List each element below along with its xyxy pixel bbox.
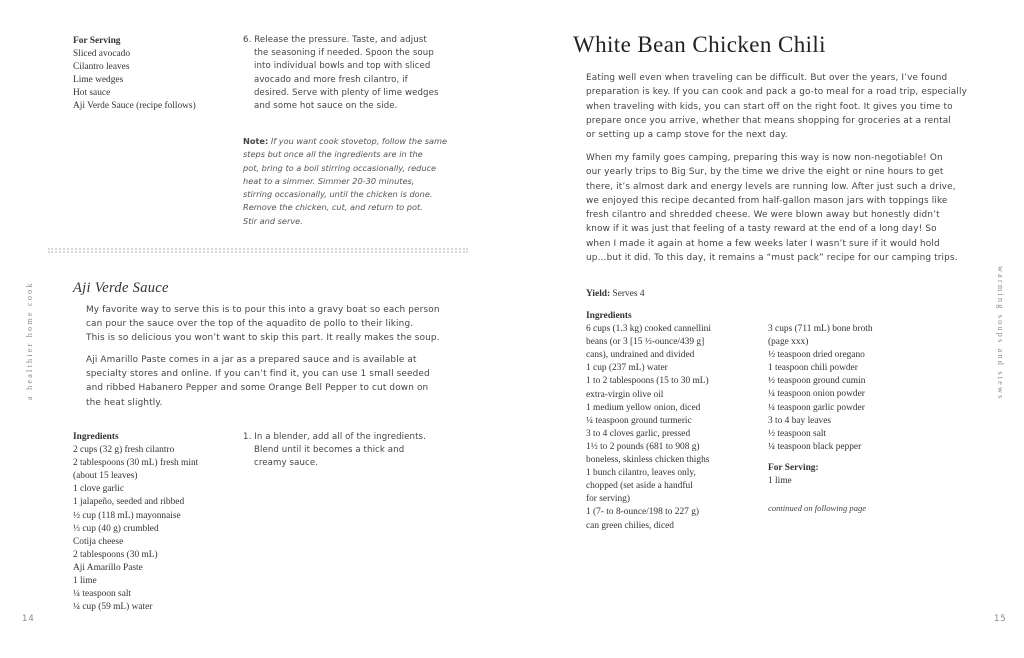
ingredient-item: for serving) xyxy=(586,494,630,505)
aji-step-1 xyxy=(243,431,443,471)
paragraph-line: prepare once you arrive, whether that means shopping for groceries at a rental xyxy=(586,115,951,126)
ingredient-item: extra-virgin olive oil xyxy=(586,389,664,400)
note-line: heat to a simmer. Simmer 20-30 minutes, xyxy=(243,175,415,186)
serving-item: 1 lime xyxy=(768,476,792,487)
right-running-head: warming soups and stews xyxy=(996,266,1005,401)
paragraph-line: up…but it did. To this day, it remains a “must pack” recipe for our camping trips. xyxy=(586,253,958,264)
ingredient-item: 3 to 4 cloves garlic, pressed xyxy=(586,428,691,439)
step-line: avocado and more fresh cilantro, if xyxy=(254,74,408,85)
paragraph-line: fresh cilantro and shredded cheese. We were blown away but honestly didn’t xyxy=(586,210,940,221)
aji-intro-line: My favorite way to serve this is to pour this into a gravy boat so each person xyxy=(86,305,440,315)
serving-list-right xyxy=(768,475,948,488)
ingredients-list-2 xyxy=(768,323,948,454)
paragraph-line: Eating well even when traveling can be difficult. But over the years, I’ve found xyxy=(586,73,948,83)
note-line xyxy=(243,135,448,148)
paragraph-line: or setting up a camp stove for the next day. xyxy=(586,130,788,141)
ingredient-item: can green chilies, diced xyxy=(586,520,674,531)
right-page-number: 15 xyxy=(994,614,1007,624)
aji-second-paragraph xyxy=(86,353,456,410)
aji-intro-paragraph xyxy=(86,303,456,346)
aji-ingredients xyxy=(73,431,238,614)
ingredient-item: ½ teaspoon dried oregano xyxy=(768,350,865,361)
step-line: into individual bowls and top with sliced xyxy=(254,61,431,72)
ingredient-item: beans (or 3 [15 ½-ounce/439 g] xyxy=(586,337,705,348)
ingredient-item: 1 medium yellow onion, diced xyxy=(586,402,701,413)
paragraph-line: when traveling with kids, you can start off on the right foot. It gives you time to xyxy=(586,101,953,112)
step-line: 1. In a blender, add all of the ingredients. xyxy=(243,432,426,442)
note-line: pot, bring to a boil stirring occasionally, reduce xyxy=(243,162,437,173)
aji-para-line: the heat slightly. xyxy=(86,397,163,408)
ingredient-item: 3 to 4 bay leaves xyxy=(768,415,832,426)
ingredient-item: cans), undrained and divided xyxy=(586,350,695,361)
note-label: Note: xyxy=(243,136,269,146)
ingredient-item: Aji Amarillo Paste xyxy=(73,562,143,573)
ingredient-item: ½ teaspoon ground cumin xyxy=(768,376,866,387)
aji-intro-line: can pour the sauce over the top of the aquadito de pollo to their liking. xyxy=(86,319,414,330)
ingredient-item: 6 cups (1.3 kg) cooked cannellini xyxy=(586,324,711,335)
paragraph-line: preparation is key. If you can cook and pack a go-to meal for a road trip, especially xyxy=(586,87,968,98)
serving-item: Hot sauce xyxy=(73,88,111,99)
serving-list xyxy=(73,35,238,114)
paragraph-line: When my family goes camping, preparing this way is now non-negotiable! On xyxy=(586,153,943,163)
aji-para-line: specialty stores and online. If you can’t find it, you can use 1 small seeded xyxy=(86,369,430,380)
ingredient-item: 1 to 2 tablespoons (15 to 30 mL) xyxy=(586,376,709,387)
note-line: Stir and serve. xyxy=(243,215,303,226)
ingredient-item: ¼ teaspoon garlic powder xyxy=(768,402,865,413)
step-line: creamy sauce. xyxy=(254,458,319,469)
serving-items xyxy=(73,48,238,113)
recipe-title: White Bean Chicken Chili xyxy=(573,32,826,57)
ingredient-item: 1 (7- to 8-ounce/198 to 227 g) xyxy=(586,507,699,518)
ingredient-item: chopped (set aside a handful xyxy=(586,481,693,492)
step-6 xyxy=(243,34,443,113)
ingredient-item: (about 15 leaves) xyxy=(73,471,138,482)
ingredient-item: 2 tablespoons (30 mL) xyxy=(73,549,158,560)
ingredient-item: ⅓ cup (40 g) crumbled xyxy=(73,523,159,534)
ingredient-item: ½ cup (118 mL) mayonnaise xyxy=(73,510,181,521)
ingredient-item: 2 tablespoons (30 mL) fresh mint xyxy=(73,458,199,469)
paragraph-line: our yearly trips to Big Sur, by the time we drive the eight or nine hours to get xyxy=(586,167,944,178)
step-line: desired. Serve with plenty of lime wedges xyxy=(254,87,439,98)
step-line: and some hot sauce on the side. xyxy=(254,101,398,112)
ingredient-item: ¼ teaspoon onion powder xyxy=(768,389,865,400)
ingredient-item: 3 cups (711 mL) bone broth xyxy=(768,324,873,334)
aji-intro-line: This is so delicious you won’t want to skip this part. It really makes the soup. xyxy=(86,333,440,344)
aji-para-line: Aji Amarillo Paste comes in a jar as a prepared sauce and is available at xyxy=(86,355,417,365)
ingredient-item: ½ teaspoon salt xyxy=(768,428,827,439)
ingredient-item: 2 cups (32 g) fresh cilantro xyxy=(73,445,175,456)
yield-value: Serves 4 xyxy=(610,289,645,299)
aji-ingredients-heading: Ingredients xyxy=(73,432,119,442)
ingredient-item: ¼ teaspoon black pepper xyxy=(768,441,862,452)
note-text: If you want cook stovetop, follow the same xyxy=(268,136,448,146)
yield xyxy=(586,288,645,301)
left-running-head: a healthier home cook xyxy=(25,281,34,400)
ingredient-item: 1 jalapeño, seeded and ribbed xyxy=(73,497,185,508)
note-line: Remove the chicken, cut, and return to pot. xyxy=(243,202,423,213)
serving-item: Sliced avocado xyxy=(73,49,131,60)
step-line: the seasoning if needed. Spoon the soup xyxy=(254,48,434,59)
serving-item: Aji Verde Sauce (recipe follows) xyxy=(73,101,196,112)
ingredient-item: 1 bunch cilantro, leaves only, xyxy=(586,468,696,479)
ingredient-item: boneless, skinless chicken thighs xyxy=(586,455,710,466)
paragraph-line: we enjoyed this recipe decanted from half-gallon mason jars with toppings like xyxy=(586,195,948,206)
aji-verde-title: Aji Verde Sauce xyxy=(73,280,169,296)
aji-ingredients-list xyxy=(73,444,238,614)
ingredient-item: 1 teaspoon chili powder xyxy=(768,363,858,374)
paragraph-line: there, it’s almost dark and energy levels are running low. After just such a drive, xyxy=(586,181,956,192)
aji-para-line: and ribbed Habanero Pepper and some Orange Bell Pepper to cut down on xyxy=(86,383,429,394)
serving-heading: For Serving xyxy=(73,36,121,46)
step-line: Blend until it becomes a thick and xyxy=(254,445,405,456)
ingredient-item: (page xxx) xyxy=(768,337,809,348)
cooking-note xyxy=(243,135,448,228)
ingredient-item: ¼ teaspoon salt xyxy=(73,589,132,600)
ingredient-item: 1½ to 2 pounds (681 to 908 g) xyxy=(586,441,700,452)
ingredients-list-1 xyxy=(586,323,766,533)
ingredient-item: 1 clove garlic xyxy=(73,484,125,495)
left-page-number: 14 xyxy=(22,614,35,624)
serving-item: Lime wedges xyxy=(73,75,124,86)
serving-heading-right: For Serving: xyxy=(768,462,819,473)
ingredient-item: Cotija cheese xyxy=(73,536,124,547)
paragraph-line: know if it was just that feeling of a tasty reward at the end of a long day! So xyxy=(586,224,937,235)
note-line: steps but once all the ingredients are in the xyxy=(243,149,423,160)
ingredients-heading: Ingredients xyxy=(586,311,632,321)
ingredients-column-2 xyxy=(768,323,948,513)
yield-label: Yield: xyxy=(586,289,611,299)
ingredient-item: 1 lime xyxy=(73,576,97,587)
continued-note: continued on following page xyxy=(768,503,867,514)
intro-paragraph-1 xyxy=(586,71,986,142)
ingredient-item: ¼ teaspoon ground turmeric xyxy=(586,415,692,426)
ingredient-item: ¼ cup (59 mL) water xyxy=(73,602,153,613)
serving-item: Cilantro leaves xyxy=(73,62,130,73)
step-line: 6. Release the pressure. Taste, and adjust xyxy=(243,35,427,45)
paragraph-line: when I made it again at home a few weeks later I wasn’t sure if it would hold xyxy=(586,238,940,249)
section-divider xyxy=(48,248,468,250)
ingredient-item: 1 cup (237 mL) water xyxy=(586,363,668,374)
ingredients-column-1 xyxy=(586,310,766,533)
note-line: stirring occasionally, until the chicken is done. xyxy=(243,189,433,200)
intro-paragraph-2 xyxy=(586,151,986,265)
